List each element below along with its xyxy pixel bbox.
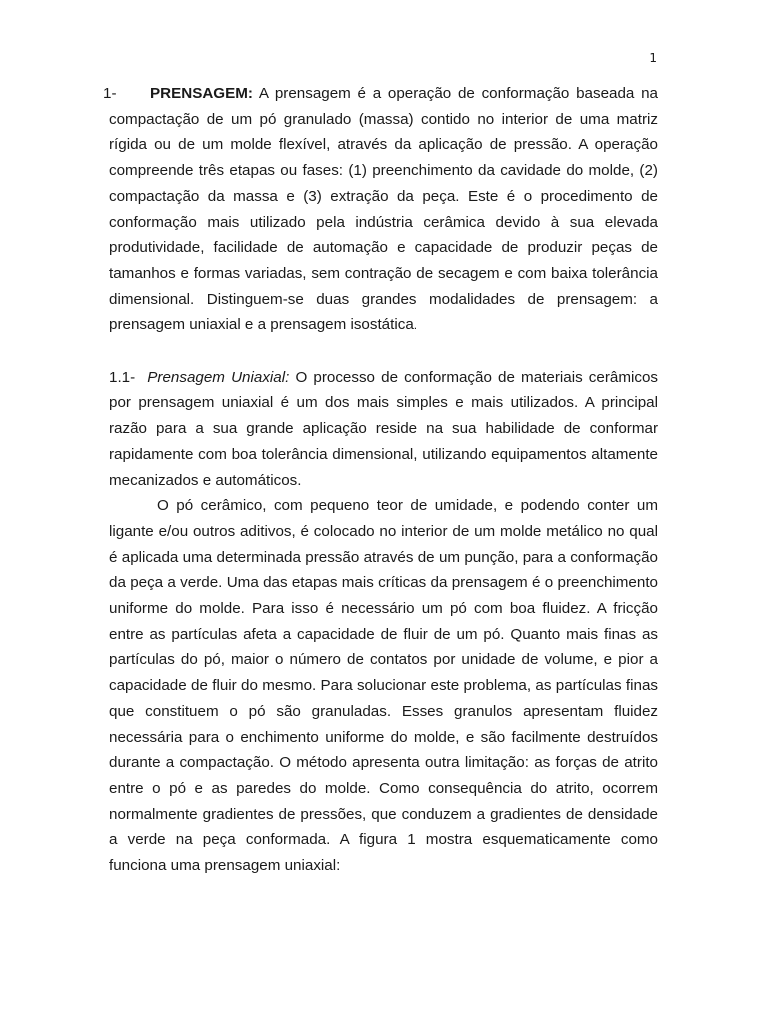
- page-number: 1: [649, 51, 657, 65]
- section-1-paragraph: [103, 81, 658, 339]
- section-1-text: A prensagem é a operação de conformação baseada na compactação de um pó granulado (massa) contido no interior de uma matriz rígida ou de um molde flexível, através da aplicação de pressão. A operação compreende três etapas ou fases: (1) preenchimento da cavidade do molde, (2) compactação da massa e (3) extração da peça. Este é o procedimento de conformação mais utilizado pela indústria cerâmica devido à sua elevada produtividade, facilidade de automação e capacidade de produzir peças de tamanhos e formas variadas, sem contração de secagem e com baixa tolerância dimensional. Distinguem-se duas grandes modalidades de prensagem: a prensagem uniaxial e a prensagem isostática: [109, 85, 658, 334]
- section-1-end: .: [413, 318, 418, 333]
- section-1-1-paragraph-2: O pó cerâmico, com pequeno teor de umidade, e podendo conter um ligante e/ou outros aditivos, é colocado no interior de um molde metálico no qual é aplicada uma determinada pressão através de um punção, para a conformação da peça a verde. Uma das etapas mais críticas da prensagem é o preenchimento uniforme do molde. Para isso é necessário um pó com boa fluidez. A fricção entre as partículas afeta a capacidade de fluir de um pó. Quanto mais finas as partículas do pó, maior o número de contatos por unidade de volume, e pior a capacidade de fluir do mesmo. Para solucionar este problema, as partículas finas que constituem o pó são granuladas. Esses granulos apresentam fluidez necessária para o enchimento uniforme do molde, e são facilmente destruídos durante a compactação. O método apresenta outra limitação: as forças de atrito entre o pó e as paredes do molde. Como consequência do atrito, ocorrem normalmente gradientes de pressões, que conduzem a gradientes de densidade a verde na peça conformada. A figura 1 mostra esquematicamente como funciona uma prensagem uniaxial:: [109, 497, 658, 875]
- section-1-1-paragraph: [109, 365, 658, 494]
- section-1-1-heading: Prensagem Uniaxial:: [147, 368, 290, 386]
- document-body: [103, 81, 658, 879]
- section-1-heading: PRENSAGEM:: [150, 85, 253, 102]
- section-1-number: 1-: [103, 85, 117, 102]
- section-1-1-text: O processo de conformação de materiais cerâmicos por prensagem uniaxial é um dos mais simples e mais utilizados. A principal razão para a sua grande aplicação reside na sua habilidade de conformar rapidamente com boa tolerância dimensional, utilizando equipamentos altamente mecanizados e automáticos.: [109, 368, 658, 489]
- section-1-1-number: 1.1-: [109, 368, 136, 386]
